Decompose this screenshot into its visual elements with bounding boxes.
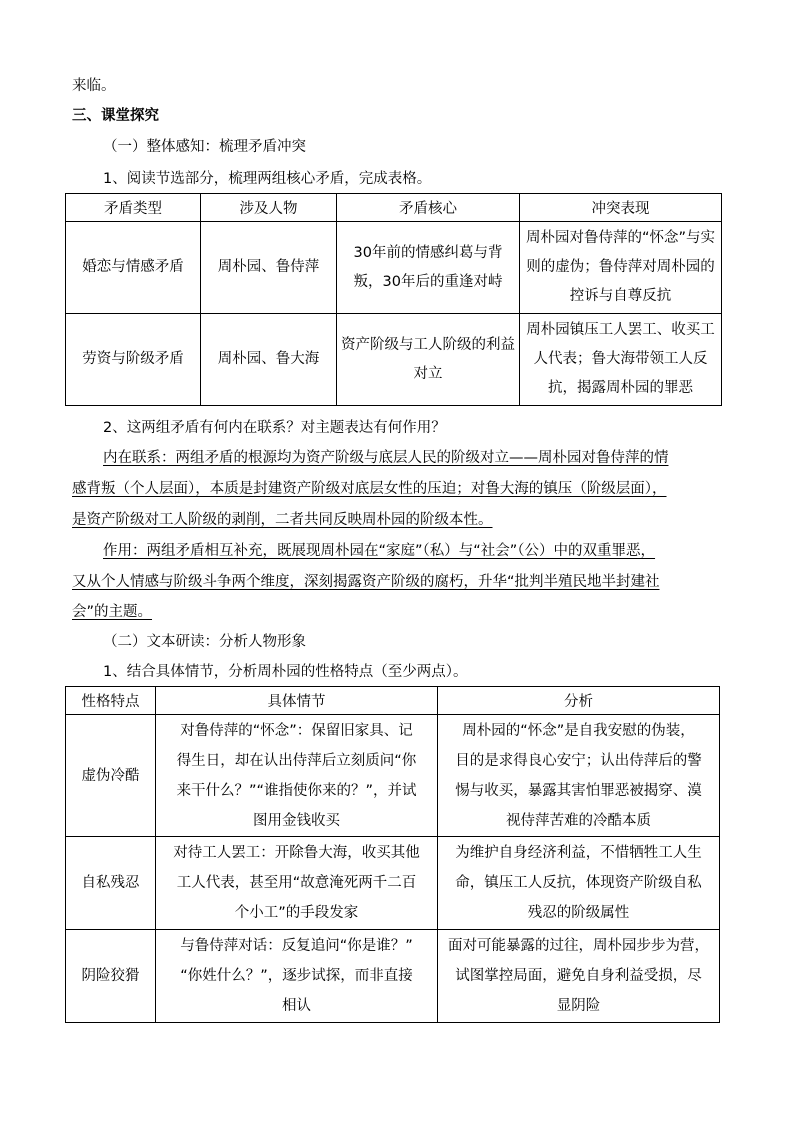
- plot-cell: [156, 715, 438, 837]
- traits-table-header-row: [66, 687, 720, 715]
- table-header-cell: 矛盾类型: [66, 194, 201, 222]
- cell-line: 残忍的阶级属性: [527, 905, 630, 921]
- plot-cell: [156, 930, 438, 1023]
- cell-line: 图用金钱收买: [253, 812, 340, 829]
- section-heading-classroom-inquiry: 三、课堂探究: [72, 108, 159, 124]
- cell-line: 显阴险: [556, 998, 601, 1014]
- inner-link-line: 是资产阶级对工人阶级的剥削，二者共同反映周朴园的阶级本性。: [72, 512, 493, 528]
- characters-cell: 周朴园、鲁侍萍: [201, 222, 337, 314]
- trait-cell: 虚伪冷酷: [66, 715, 156, 837]
- table-header-cell: 涉及人物: [201, 194, 337, 222]
- cell-line: 来干什么？”“谁指使你来的？”，并试: [176, 782, 417, 799]
- task-3-instruction: 1、结合具体情节，分析周朴园的性格特点（至少两点）。: [103, 664, 468, 680]
- cell-line: 相认: [282, 998, 311, 1014]
- cell-line: 惕与收买，暴露其害怕罪恶被揭穿、漠: [455, 782, 702, 799]
- cell-line: 命，镇压工人反抗，体现资产阶级自私: [455, 875, 702, 891]
- table-row: [66, 715, 720, 837]
- task-2-question: 2、这两组矛盾有何内在联系？对主题表达有何作用？: [103, 420, 446, 436]
- effect-line: 又从个人情感与阶级斗争两个维度，深刻揭露资产阶级的腐朽，升华“批判半殖民地半封建社: [72, 574, 660, 590]
- analysis-cell: [438, 715, 720, 837]
- subsection-heading-overall-perception: （一）整体感知：梳理矛盾冲突: [103, 139, 306, 155]
- conflict-table: [65, 193, 722, 406]
- table-header-cell: 性格特点: [66, 687, 156, 715]
- conflict-manifestation-cell: 周朴园镇压工人罢工、收买工人代表；鲁大海带领工人反抗，揭露周朴园的罪恶: [520, 314, 722, 406]
- cell-line: 目的是求得良心安宁；认出侍萍后的警: [455, 752, 702, 769]
- table-row: [66, 837, 720, 930]
- effect-line: 作用：两组矛盾相互补充，既展现周朴园在“家庭”（私）与“社会”（公）中的双重罪恶，: [103, 543, 656, 559]
- cell-line: 为维护自身经济利益，不惜牺牲工人生: [455, 845, 702, 861]
- cell-line: “你姓什么？”，逐步试探，而非直接: [180, 968, 413, 984]
- characters-cell: 周朴园、鲁大海: [201, 314, 337, 406]
- intro-line: 来临。: [72, 78, 116, 94]
- cell-line: 面对可能暴露的过往，周朴园步步为营，: [448, 938, 709, 954]
- cell-line: 对待工人罢工：开除鲁大海，收买其他: [173, 845, 420, 861]
- inner-link-line: 内在联系：两组矛盾的根源均为资产阶级与底层人民的阶级对立——周朴园对鲁侍萍的情: [103, 450, 669, 466]
- table-header-cell: 冲突表现: [520, 194, 722, 222]
- table-header-cell: 分析: [438, 687, 720, 715]
- cell-line: 得生日，却在认出侍萍后立刻质问“你: [176, 752, 417, 769]
- plot-cell: [156, 837, 438, 930]
- table-row: [66, 314, 722, 406]
- task-1-instruction: 1、阅读节选部分，梳理两组核心矛盾，完成表格。: [103, 171, 432, 187]
- cell-line: 对鲁侍萍的“怀念”：保留旧家具、记: [180, 722, 413, 739]
- conflict-core-cell: 资产阶级与工人阶级的利益对立: [337, 314, 520, 406]
- conflict-type-cell: 婚恋与情感矛盾: [66, 222, 201, 314]
- trait-cell: 阴险狡猾: [66, 930, 156, 1023]
- cell-line: 视侍萍苦难的冷酷本质: [506, 812, 651, 829]
- cell-line: 与鲁侍萍对话：反复追问“你是谁？”: [180, 938, 413, 954]
- conflict-type-cell: 劳资与阶级矛盾: [66, 314, 201, 406]
- effect-line: 会”的主题。: [72, 604, 153, 620]
- table-row: [66, 222, 722, 314]
- table-header-cell: 具体情节: [156, 687, 438, 715]
- subsection-heading-text-study: （二）文本研读：分析人物形象: [103, 634, 306, 650]
- conflict-manifestation-cell: 周朴园对鲁侍萍的“怀念”与实则的虚伪；鲁侍萍对周朴园的控诉与自尊反抗: [520, 222, 722, 314]
- table-header-cell: 矛盾核心: [337, 194, 520, 222]
- analysis-cell: [438, 930, 720, 1023]
- analysis-cell: [438, 837, 720, 930]
- cell-line: 工人代表，甚至用“故意淹死两千二百: [176, 875, 417, 891]
- table-row: [66, 930, 720, 1023]
- inner-link-line: 感背叛（个人层面），本质是封建资产阶级对底层女性的压迫；对鲁大海的镇压（阶级层面），: [72, 481, 667, 497]
- cell-line: 个小工”的手段发家: [234, 905, 359, 921]
- cell-line: 试图掌控局面，避免自身利益受损，尽: [455, 968, 702, 984]
- trait-cell: 自私残忍: [66, 837, 156, 930]
- character-traits-table: [65, 686, 720, 1023]
- conflict-table-header-row: [66, 194, 722, 222]
- conflict-core-cell: 30年前的情感纠葛与背叛，30年后的重逢对峙: [337, 222, 520, 314]
- cell-line: 周朴园的“怀念”是自我安慰的伪装，: [462, 722, 695, 739]
